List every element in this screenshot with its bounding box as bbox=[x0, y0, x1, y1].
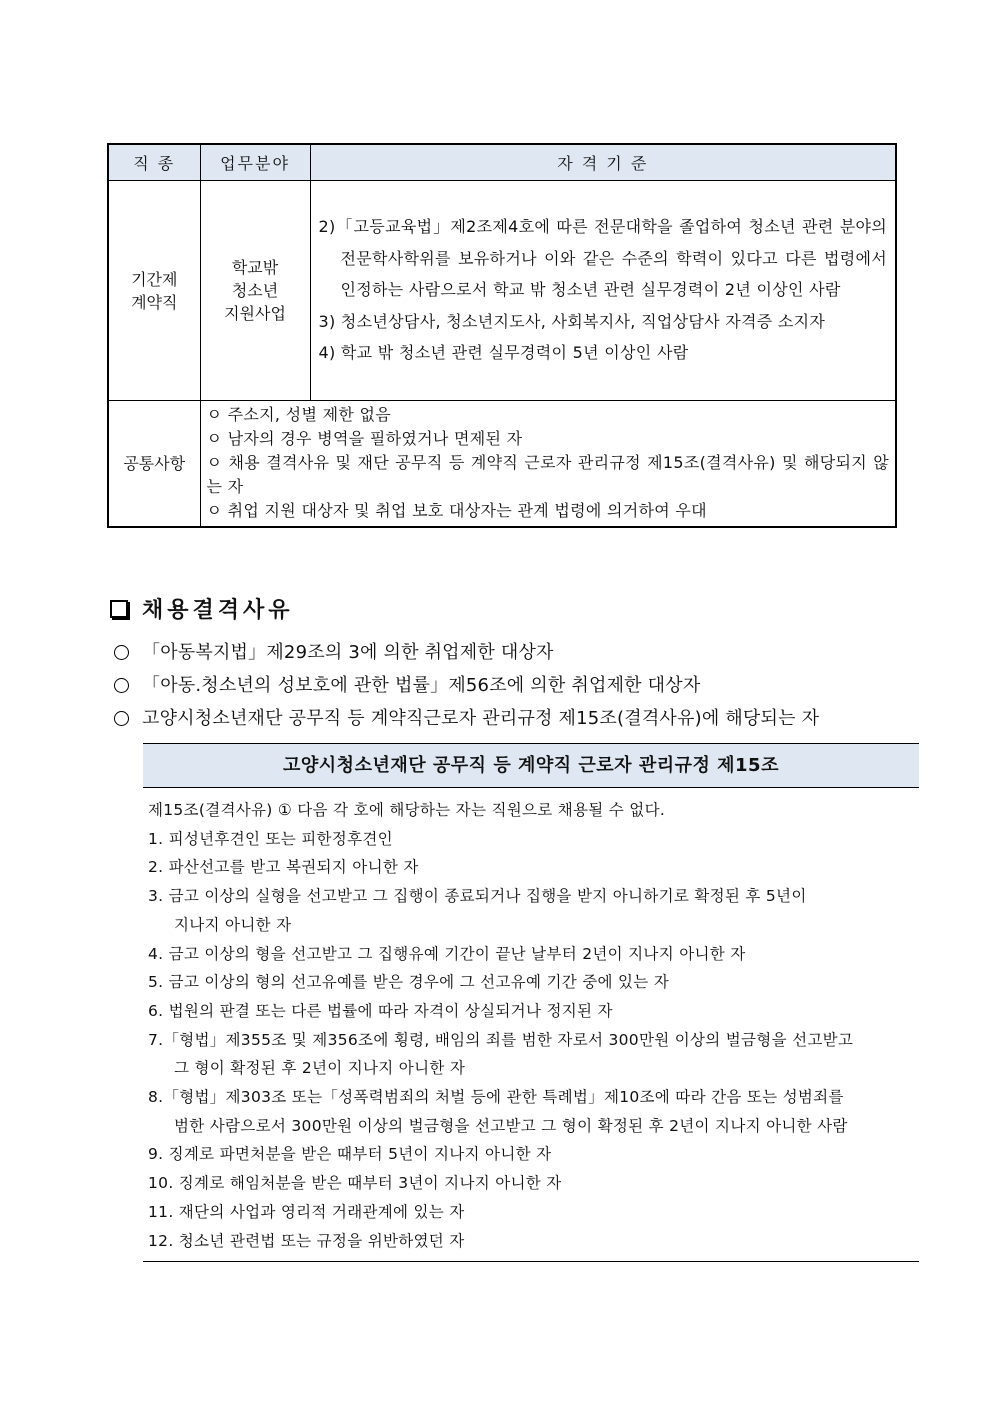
reason-text: 「아동.청소년의 성보호에 관한 법률」제56조에 의한 취업제한 대상자 bbox=[142, 675, 701, 696]
job-type-line: 계약직 bbox=[131, 292, 178, 312]
criteria-item: 4) 학교 밖 청소년 관련 실무경력이 5년 이상인 사람 bbox=[318, 343, 689, 363]
job-type-cell bbox=[108, 181, 200, 401]
reason-text: 고양시청소년재단 공무직 등 계약직근로자 관리규정 제15조(결격사유)에 해당되는 자 bbox=[142, 708, 820, 729]
regulation-line: 1. 피성년후견인 또는 피한정후견인 bbox=[148, 829, 393, 848]
common-item: ㅇ 주소지, 성별 제한 없음 bbox=[206, 405, 391, 424]
qualification-table bbox=[107, 143, 897, 528]
regulation-line: 제15조(결격사유) ① 다음 각 호에 해당하는 자는 직원으로 채용될 수 없다. bbox=[148, 801, 666, 819]
regulation-line: 3. 금고 이상의 실형을 선고받고 그 집행이 종료되거나 집행을 받지 아니하기로 확정된 후 5년이 bbox=[148, 887, 807, 906]
common-item: ㅇ 채용 결격사유 및 재단 공무직 등 계약직 근로자 관리규정 제15조(결격사유) 및 해당되지 않는 자 bbox=[206, 453, 889, 496]
field-line: 청소년 bbox=[231, 281, 279, 300]
checkbox-bullet-icon bbox=[110, 600, 128, 618]
regulation-line: 범한 사람으로서 300만원 이상의 벌금형을 선고받고 그 형이 확정된 후 2년이 지나지 아니한 사람 bbox=[174, 1116, 848, 1135]
header-criteria: 자 격 기 준 bbox=[310, 144, 896, 181]
regulation-line: 11. 재단의 사업과 영리적 거래관계에 있는 자 bbox=[148, 1202, 465, 1221]
list-item bbox=[114, 669, 934, 702]
header-field: 업무분야 bbox=[200, 144, 310, 181]
common-items-cell bbox=[200, 401, 896, 528]
regulation-line: 6. 법원의 판결 또는 다른 법률에 따라 자격이 상실되거나 정지된 자 bbox=[148, 1001, 613, 1020]
criteria-item: 2)「고등교육법」제2조제4호에 따른 전문대학을 졸업하여 청소년 관련 분야의 전문학사학위를 보유하거나 이와 같은 수준의 학력이 있다고 다른 법령에서 인정하는 사람으로서 학교 밖 청소년 관련 실무경력이 2년 이상인 사람 bbox=[318, 217, 887, 300]
regulation-line: 4. 금고 이상의 형을 선고받고 그 집행유예 기간이 끝난 날부터 2년이 지나지 아니한 자 bbox=[148, 944, 746, 963]
regulation-line: 지나지 아니한 자 bbox=[174, 915, 292, 934]
regulation-line: 5. 금고 이상의 형의 선고유예를 받은 경우에 그 선고유예 기간 중에 있는 자 bbox=[148, 973, 670, 992]
regulation-title: 고양시청소년재단 공무직 등 계약직 근로자 관리규정 제15조 bbox=[143, 743, 919, 788]
regulation-line: 그 형이 확정된 후 2년이 지나지 아니한 자 bbox=[174, 1059, 466, 1078]
regulation-line: 7.「형법」제355조 및 제356조에 횡령, 배임의 죄를 범한 자로서 300만원 이상의 벌금형을 선고받고 bbox=[148, 1030, 854, 1049]
circle-bullet-icon bbox=[114, 711, 129, 726]
common-item: ㅇ 취업 지원 대상자 및 취업 보호 대상자는 관계 법령에 의거하여 우대 bbox=[206, 501, 707, 520]
section-title bbox=[110, 593, 294, 624]
disqualification-reason-list bbox=[114, 636, 934, 735]
common-item: ㅇ 남자의 경우 병역을 필하였거나 면제된 자 bbox=[206, 429, 523, 448]
field-line: 지원사업 bbox=[224, 304, 286, 323]
table-header-row bbox=[108, 144, 896, 181]
regulation-body bbox=[143, 788, 919, 1262]
regulation-line: 2. 파산선고를 받고 복권되지 아니한 자 bbox=[148, 858, 419, 877]
table-row bbox=[108, 401, 896, 528]
common-label: 공통사항 bbox=[123, 454, 186, 473]
job-type-line: 기간제 bbox=[131, 269, 178, 289]
circle-bullet-icon bbox=[114, 678, 129, 693]
regulation-line: 12. 청소년 관련법 또는 규정을 위반하였던 자 bbox=[148, 1231, 465, 1250]
common-label-cell bbox=[108, 401, 200, 528]
field-line: 학교밖 bbox=[231, 258, 279, 277]
section-title-text: 채용결격사유 bbox=[142, 598, 294, 623]
regulation-box bbox=[143, 743, 919, 1262]
table-row bbox=[108, 181, 896, 401]
criteria-cell bbox=[310, 181, 896, 401]
criteria-item: 3) 청소년상담사, 청소년지도사, 사회복지사, 직업상담사 자격증 소지자 bbox=[318, 311, 826, 331]
circle-bullet-icon bbox=[114, 645, 129, 660]
list-item bbox=[114, 702, 934, 735]
regulation-line: 8.「형법」제303조 또는「성폭력범죄의 처벌 등에 관한 특례법」제10조에 따라 간음 또는 성범죄를 bbox=[148, 1088, 844, 1107]
list-item bbox=[114, 636, 934, 669]
reason-text: 「아동복지법」제29조의 3에 의한 취업제한 대상자 bbox=[142, 642, 554, 663]
header-job-type: 직 종 bbox=[108, 144, 200, 181]
regulation-line: 10. 징계로 해임처분을 받은 때부터 3년이 지나지 아니한 자 bbox=[148, 1174, 562, 1193]
field-cell bbox=[200, 181, 310, 401]
regulation-line: 9. 징계로 파면처분을 받은 때부터 5년이 지나지 아니한 자 bbox=[148, 1145, 552, 1164]
